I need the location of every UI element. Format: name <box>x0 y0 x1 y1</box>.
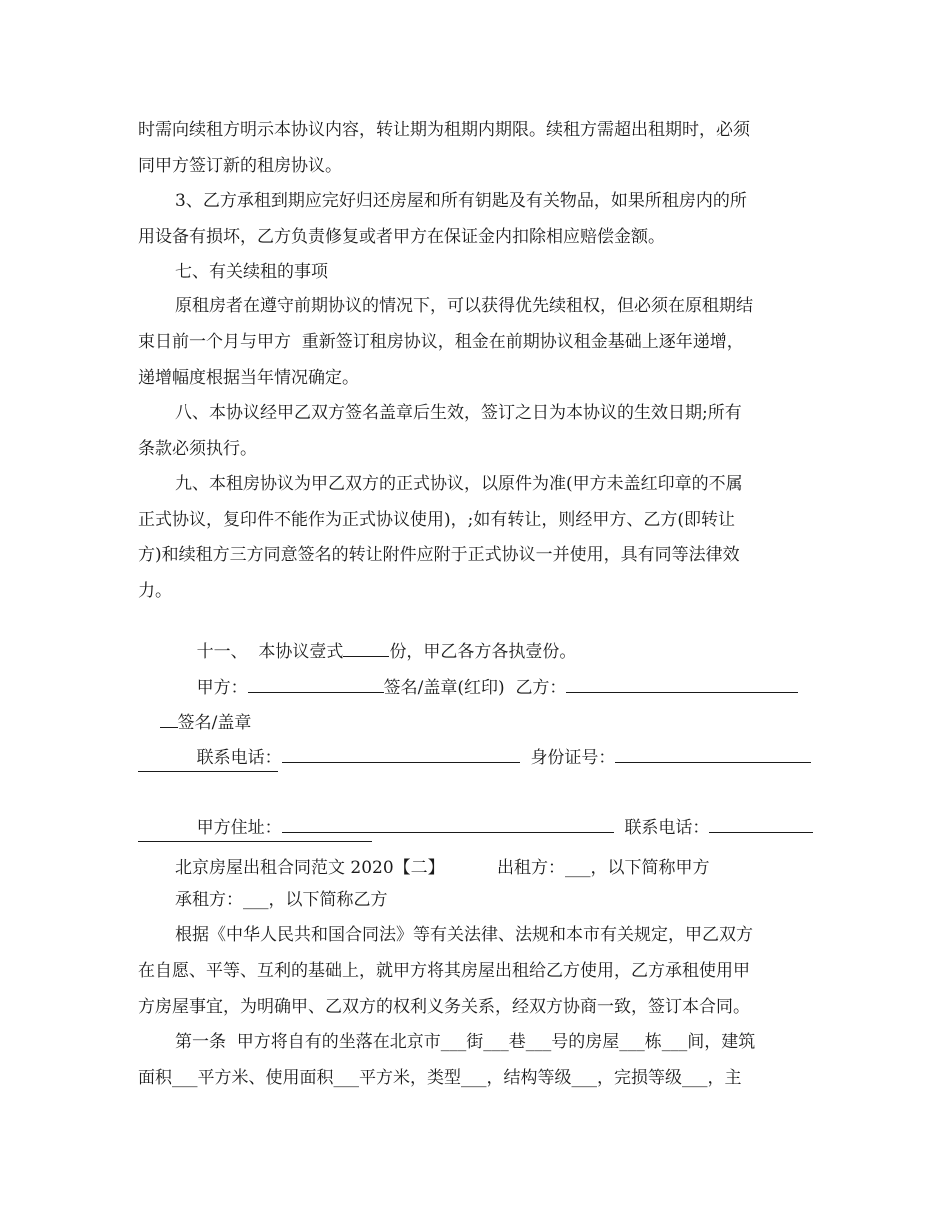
text-line: 根据《中华人民共和国合同法》等有关法律、法规和本市有关规定，甲乙双方 <box>175 925 753 945</box>
address-label: 甲方住址： <box>196 818 282 838</box>
text-line: 面积___平方米、使用面积___平方米，类型___，结构等级___，完损等级___，主 <box>138 1068 742 1088</box>
address-blank[interactable] <box>282 814 614 833</box>
address-line <box>175 790 813 864</box>
party-b-label: 乙方： <box>515 678 567 698</box>
address-phone-blank-cont[interactable] <box>138 840 372 842</box>
party-b-sign-label: 签名/盖章 <box>177 713 252 733</box>
text-line: 递增幅度根据当年情况确定。 <box>138 368 359 388</box>
party-a-sign-label: 签名/盖章(红印) <box>383 678 505 698</box>
clause-11-prefix: 十一、 本协议壹式 <box>196 642 344 662</box>
phone-blank[interactable] <box>282 744 520 763</box>
address-phone-label: 联系电话： <box>624 818 710 838</box>
id-label: 身份证号： <box>530 748 616 768</box>
text-line: 方房屋事宜，为明确甲、乙双方的权利义务关系，经双方协商一致，签订本合同。 <box>138 997 750 1017</box>
id-blank[interactable] <box>615 744 811 763</box>
text-line: 在自愿、平等、互利的基础上，就甲方将其房屋出租给乙方使用，乙方承租使用甲 <box>138 961 750 981</box>
text-line: 方)和续租方三方同意签名的转让附件应附于正式协议一并使用，具有同等法律效 <box>138 545 740 565</box>
text-line: 第一条 甲方将自有的坐落在北京市___街___巷___号的房屋___栋___间，建筑 <box>175 1032 756 1052</box>
signature-line <box>175 650 798 724</box>
address-phone-blank[interactable] <box>709 814 813 833</box>
text-line: 力。 <box>138 581 172 601</box>
phone-label: 联系电话： <box>196 748 282 768</box>
id-blank-cont[interactable] <box>138 770 278 772</box>
party-a-label: 甲方： <box>196 678 248 698</box>
text-line: 时需向续租方明示本协议内容，转让期为租期内期限。续租方需超出租期时，必须 <box>138 120 750 140</box>
text-line: 同甲方签订新的租房协议。 <box>138 156 342 176</box>
party-b-blank[interactable] <box>566 674 798 693</box>
party-a-blank[interactable] <box>248 674 384 693</box>
text-line: 原租房者在遵守前期协议的情况下，可以获得优先续租权，但必须在原租期结 <box>175 296 753 316</box>
contact-line <box>175 720 811 794</box>
clause-11-suffix: 份，甲乙各方各执壹份。 <box>389 642 577 662</box>
text-line: 用设备有损坏，乙方负责修复或者甲方在保证金内扣除相应赔偿金额。 <box>138 227 665 247</box>
text-line: 束日前一个月与甲方 重新签订租房协议，租金在前期协议租金基础上逐年递增， <box>138 332 744 352</box>
lessee-line: 承租方：___，以下简称乙方 <box>175 890 388 910</box>
text-line: 八、本协议经甲乙双方签名盖章后生效，签订之日为本协议的生效日期;所有 <box>175 403 742 423</box>
contract-title: 北京房屋出租合同范文 2020【二】 <box>175 858 445 878</box>
section-heading: 七、有关续租的事项 <box>175 262 328 282</box>
lessor-line: 出租方：___，以下简称甲方 <box>497 858 710 878</box>
text-line: 正式协议，复印件不能作为正式协议使用)，;如有转让，则经甲方、乙方(即转让 <box>138 510 735 530</box>
text-line: 条款必须执行。 <box>138 439 257 459</box>
text-line: 九、本租房协议为甲乙双方的正式协议，以原件为准(甲方未盖红印章的不属 <box>175 474 743 494</box>
text-line: 3、乙方承租到期应完好归还房屋和所有钥匙及有关物品，如果所租房内的所 <box>175 191 747 211</box>
